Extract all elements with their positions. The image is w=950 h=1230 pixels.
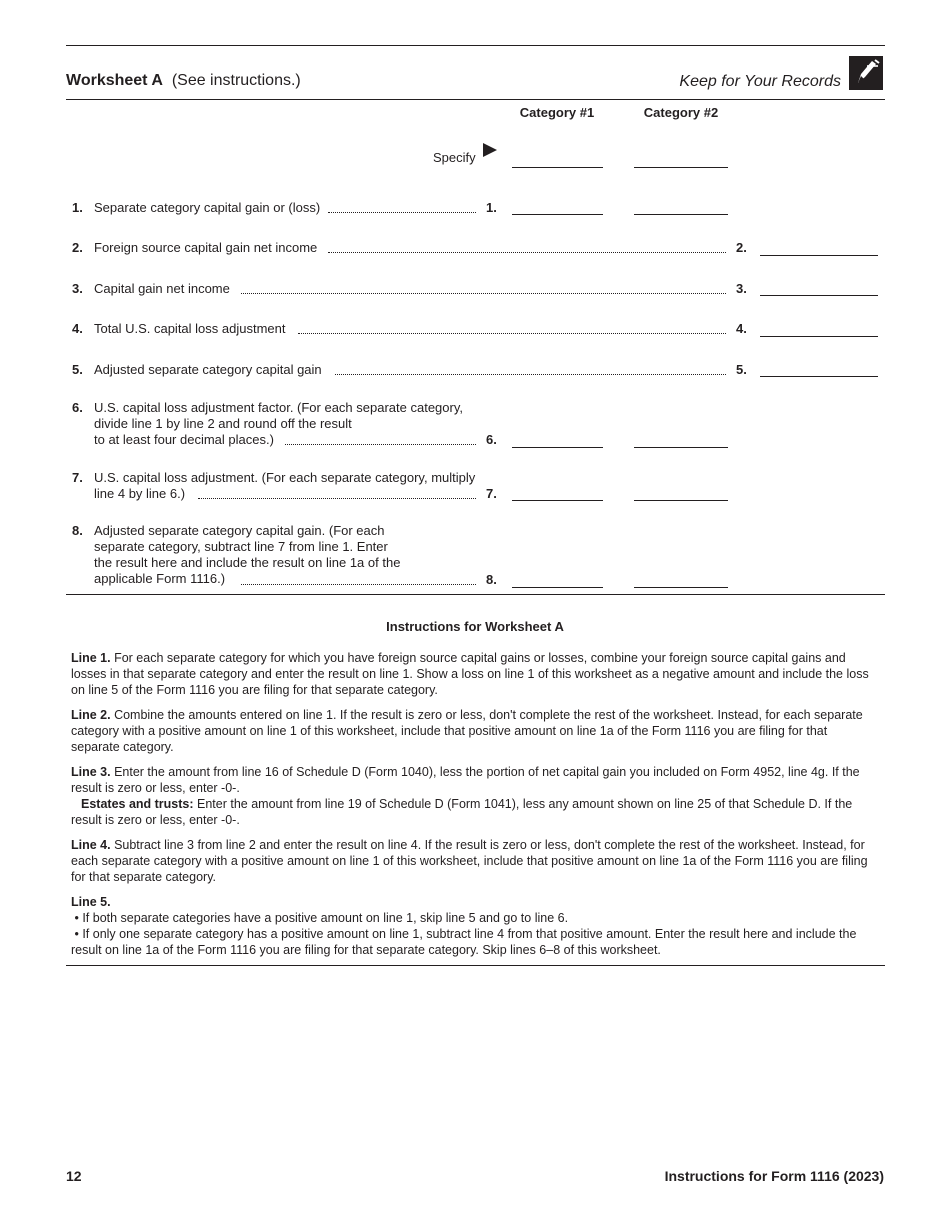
instruction-line-3: Line 3. Enter the amount from line 16 of Schedule D (Form 1040), less the portion of net capital gain you included on Form 4952, line 4g. If the result is zero or less, enter -0-. <box>71 765 860 795</box>
line-2-field[interactable] <box>760 255 878 256</box>
leader-dots <box>285 444 476 445</box>
instructions-bottom-rule <box>66 965 885 966</box>
keep-for-records: Keep for Your Records <box>679 73 841 90</box>
line-7-field-category-1[interactable] <box>512 500 603 501</box>
line-4-ref: 4. <box>736 321 747 336</box>
column-header-category-1: Category #1 <box>519 105 595 120</box>
line-1-ref: 1. <box>486 200 497 215</box>
page-number: 12 <box>66 1168 82 1184</box>
instructions-title: Instructions for Worksheet A <box>386 619 564 634</box>
bullet-icon: • <box>71 927 83 941</box>
instruction-line-5-bullet-2: • If only one separate category has a positive amount on line 1, subtract line 4 from that positive amount. Enter the result here and include the result on line 1a of the Form 1116 you are filing for that separate category. Skip lines 6–8 of this worksheet. <box>71 927 857 957</box>
line-2-ref: 2. <box>736 240 747 255</box>
specify-label: Specify <box>433 150 476 165</box>
line-1-field-category-2[interactable] <box>634 214 728 215</box>
line-1-field-category-1[interactable] <box>512 214 603 215</box>
leader-dots <box>328 252 726 253</box>
form-title-footer: Instructions for Form 1116 (2023) <box>664 1168 884 1184</box>
line-4-field[interactable] <box>760 336 878 337</box>
worksheet-bottom-rule <box>66 594 885 595</box>
header-rule <box>66 99 885 100</box>
pencil-icon <box>849 56 883 90</box>
instruction-estates-trusts: Estates and trusts: Enter the amount from line 19 of Schedule D (Form 1041), less any amount shown on line 25 of that Schedule D. If the result is zero or less, enter -0-. <box>71 797 853 827</box>
triangle-arrow-icon <box>483 143 497 157</box>
line-6-field-category-2[interactable] <box>634 447 728 448</box>
column-header-category-2: Category #2 <box>643 105 719 120</box>
line-7-field-category-2[interactable] <box>634 500 728 501</box>
line-5-field[interactable] <box>760 376 878 377</box>
line-5-ref: 5. <box>736 362 747 377</box>
bullet-icon: • <box>71 911 83 925</box>
line-3-field[interactable] <box>760 295 878 296</box>
leader-dots <box>298 333 726 334</box>
leader-dots <box>328 212 476 213</box>
top-rule <box>66 45 885 46</box>
line-8-field-category-2[interactable] <box>634 587 728 588</box>
line-6-field-category-1[interactable] <box>512 447 603 448</box>
line-7-ref: 7. <box>486 486 497 501</box>
instruction-line-2: Line 2. Combine the amounts entered on line 1. If the result is zero or less, don't complete the rest of the worksheet. Instead, for each separate category with a positive amount on line 1 of this worksheet, include that positive amount on line 1a of the Form 1116 you are filing for that separate category. <box>71 708 863 754</box>
line-8-field-category-1[interactable] <box>512 587 603 588</box>
instruction-line-4: Line 4. Subtract line 3 from line 2 and enter the result on line 4. If the result is zero or less, don't complete the rest of the worksheet. Instead, for each separate category with a positive amount on line 1 of this worksheet, include that positive amount on line 1a of the Form 1116 you are filing for that separate category. <box>71 838 868 884</box>
specify-field-category-1[interactable] <box>512 167 603 168</box>
instruction-line-5: Line 5. <box>71 895 111 909</box>
worksheet-title <box>66 72 301 90</box>
line-6-ref: 6. <box>486 432 497 447</box>
line-8-ref: 8. <box>486 572 497 587</box>
leader-dots <box>241 584 476 585</box>
leader-dots <box>198 498 476 499</box>
instruction-line-5-bullet-1: • If both separate categories have a positive amount on line 1, skip line 5 and go to line 6. <box>71 911 569 925</box>
worksheet-title-text: Worksheet A <box>66 72 163 89</box>
line-3-ref: 3. <box>736 281 747 296</box>
leader-dots <box>241 293 726 294</box>
leader-dots <box>335 374 726 375</box>
see-instructions: (See instructions.) <box>171 72 301 89</box>
instruction-line-1: Line 1. For each separate category for which you have foreign source capital gains or losses, combine your foreign source capital gains and losses in that separate category and enter the result on line 1. Show a loss on line 1 of this worksheet as a negative amount and include the loss on line 5 of the Form 1116 you are filing for that separate category. <box>71 651 869 697</box>
specify-field-category-2[interactable] <box>634 167 728 168</box>
